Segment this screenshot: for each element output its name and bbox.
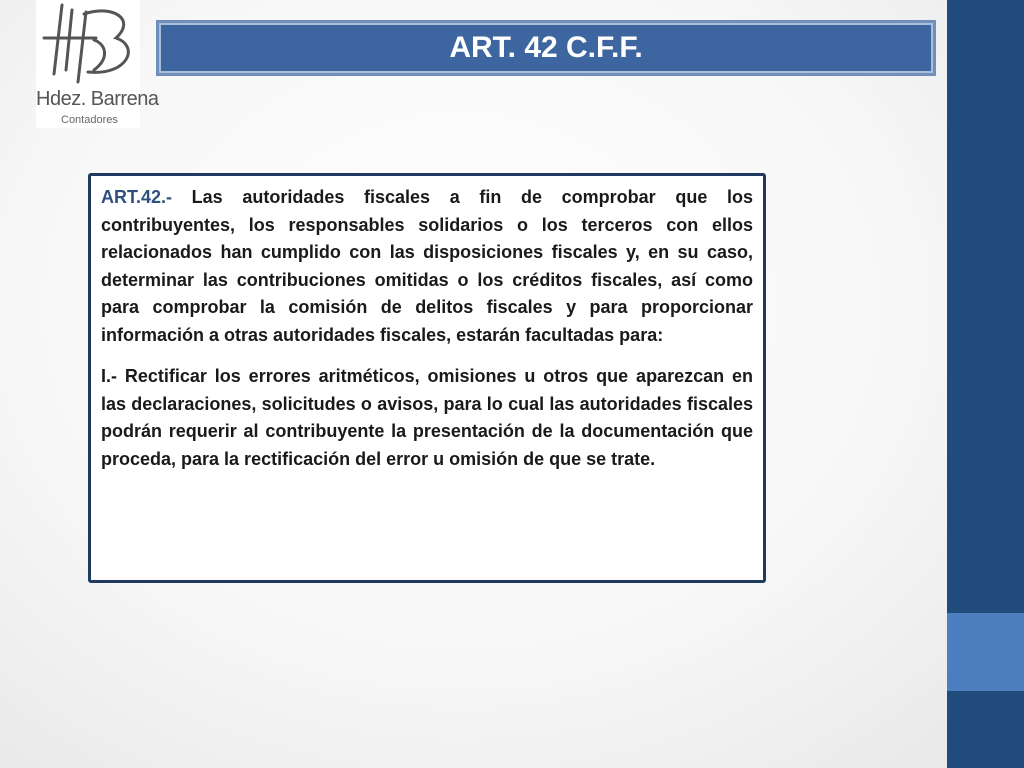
side-band-accent [947,613,1024,691]
article-paragraph-1-text: Las autoridades fiscales a fin de comprobar que los contribuyentes, los responsables solidarios o los terceros con ellos relacionados han cumplido con las disposiciones fiscales y, en su caso, determinar las contribuciones omitidas o los créditos fiscales, así como para comprobar la comisión de delitos fiscales y para proporcionar información a otras autoridades fiscales, estarán facultadas para: [101,187,753,345]
company-logo [36,0,159,128]
slide-title: ART. 42 C.F.F. [449,31,643,64]
logo-subtitle: Contadores [61,114,118,126]
article-reference: ART.42.- [101,187,173,207]
title-bar [156,20,936,76]
article-paragraph-2: I.- Rectificar los errores aritméticos, omisiones u otros que aparezcan en las declaraciones, solicitudes o avisos, para lo cual las autoridades fiscales podrán requerir al contribuyente la presentación de la documentación que proceda, para la rectificación del error u omisión de que se trate. [101,366,753,469]
article-paragraph-1 [101,184,753,349]
article-text-box [88,173,766,583]
logo-name: Hdez. Barrena [36,88,159,110]
hb-monogram-icon [36,0,140,92]
